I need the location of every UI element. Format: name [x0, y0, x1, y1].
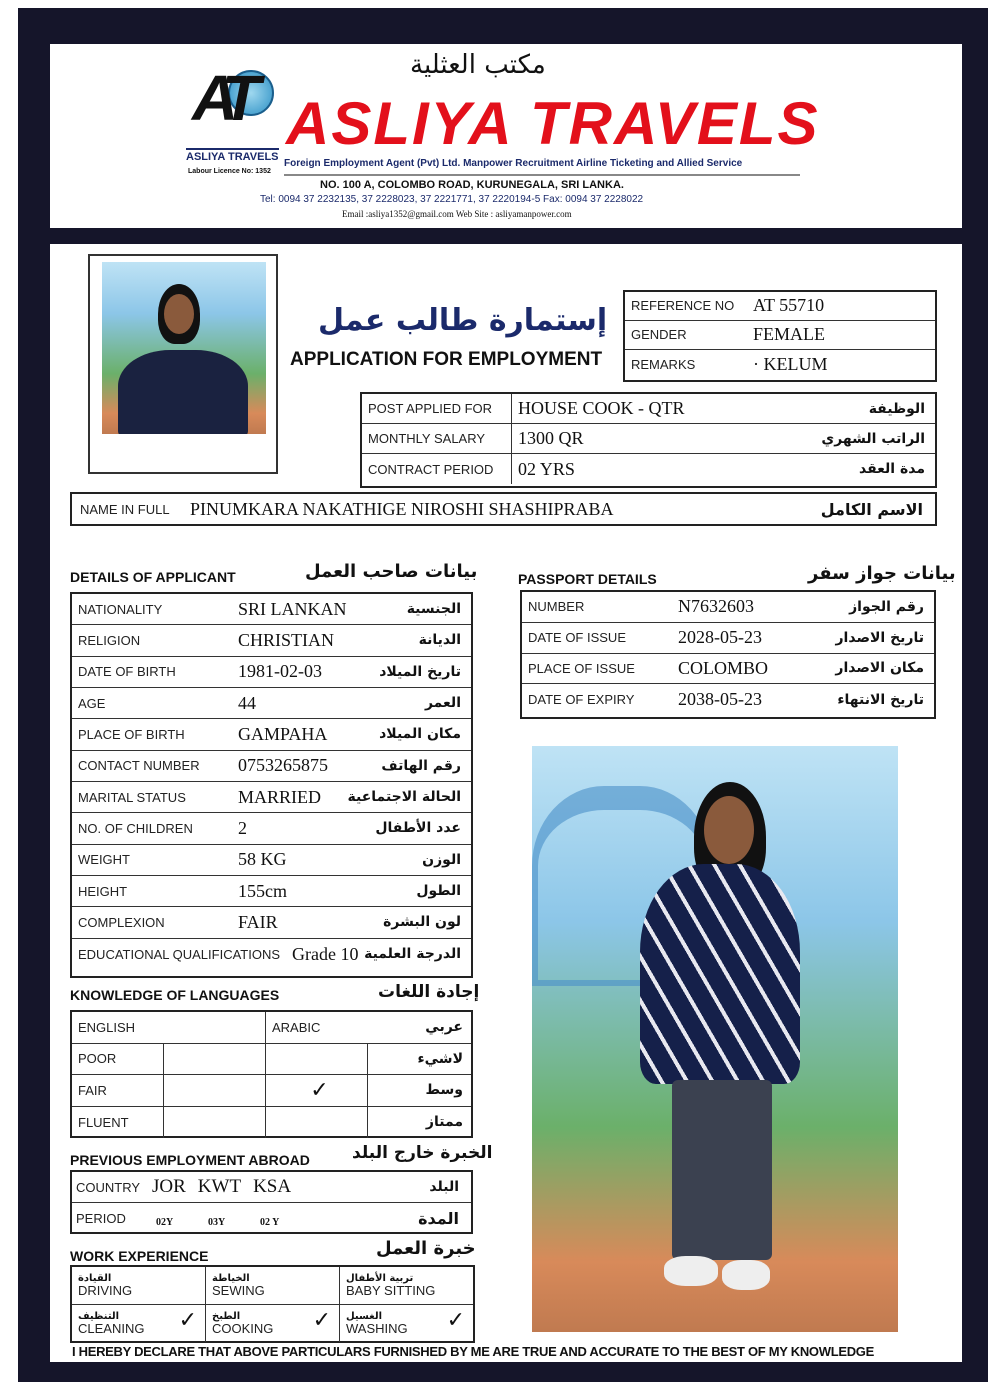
table-row — [362, 394, 935, 424]
table-row — [72, 494, 935, 524]
table-row — [625, 292, 935, 321]
field-value: 58 KG — [238, 849, 287, 870]
english-level-mark — [164, 1075, 266, 1106]
field-label-arabic: الراتب الشهري — [821, 430, 925, 447]
brand-name: ASLIYA TRAVELS — [286, 90, 820, 157]
field-label-arabic: الديانة — [418, 632, 461, 649]
field-label-arabic: الحالة الاجتماعية — [347, 789, 461, 806]
table-row — [72, 1107, 471, 1139]
table-row — [522, 623, 934, 654]
languages-table — [70, 1010, 473, 1138]
table-row — [72, 688, 471, 719]
field-value: CHRISTIAN — [238, 629, 335, 650]
period-value: 02Y — [156, 1217, 174, 1228]
field-value: FAIR — [238, 911, 278, 932]
field-value: Grade 10 — [292, 943, 359, 964]
applicant-section-title: DETAILS OF APPLICANT — [70, 569, 236, 585]
work-experience-title-ar: خبرة العمل — [376, 1238, 476, 1259]
work-experience-table — [70, 1265, 475, 1343]
table-row — [72, 1075, 471, 1107]
work-item-check: ✓ — [178, 1307, 197, 1333]
field-label-arabic: رقم الجواز — [849, 598, 924, 615]
field-label-arabic: عدد الأطفال — [375, 820, 461, 837]
column-english: ENGLISH — [72, 1012, 266, 1043]
work-item — [340, 1267, 473, 1304]
field-label: PERIOD — [76, 1211, 126, 1226]
field-label-arabic: لون البشرة — [383, 914, 461, 931]
field-label-arabic: مكان الميلاد — [379, 726, 461, 743]
applicant-table — [70, 592, 473, 978]
field-label: PLACE OF ISSUE — [528, 660, 635, 676]
table-row — [625, 321, 935, 350]
work-item-label: BABY SITTING — [346, 1282, 436, 1298]
level-label-arabic: وسط — [425, 1082, 463, 1099]
work-item-label: WASHING — [346, 1320, 408, 1336]
field-value: FEMALE — [753, 324, 825, 345]
field-label: HEIGHT — [78, 883, 128, 899]
passport-section-title-ar: بيانات جواز سفر — [808, 563, 956, 584]
field-label: DATE OF BIRTH — [78, 664, 176, 680]
field-label: NAME IN FULL — [80, 501, 170, 517]
field-label-arabic: العمر — [424, 695, 461, 712]
field-label: COMPLEXION — [78, 914, 165, 930]
work-item-label: SEWING — [212, 1282, 265, 1298]
field-label-arabic: الوظيفة — [868, 400, 925, 417]
table-row — [72, 657, 471, 688]
post-table — [360, 392, 937, 488]
form-title: APPLICATION FOR EMPLOYMENT — [290, 349, 603, 370]
work-item-arabic: الغسيل — [346, 1310, 383, 1322]
field-value: 2 — [238, 817, 247, 838]
table-row — [522, 654, 934, 685]
licence-number: Labour Licence No: 1352 — [188, 168, 271, 175]
previous-employment-title-ar: الخبرة خارج البلد — [352, 1143, 493, 1163]
field-value: 1300 QR — [518, 428, 584, 449]
table-row — [522, 592, 934, 623]
passport-table — [520, 590, 936, 719]
work-item-arabic: التنظيف — [78, 1310, 120, 1322]
field-label-arabic: مدة العقد — [858, 461, 925, 478]
field-value: 2038-05-23 — [678, 689, 762, 710]
period-value: 03Y — [208, 1217, 226, 1228]
period-value: 02 Y — [260, 1217, 280, 1228]
applicant-photo-full — [532, 746, 898, 1332]
work-item-label: CLEANING — [78, 1320, 145, 1336]
field-label: MONTHLY SALARY — [362, 424, 512, 453]
table-row — [72, 939, 471, 970]
level-label: POOR — [72, 1044, 164, 1075]
table-row — [72, 625, 471, 656]
work-item-arabic: تربية الأطفال — [346, 1272, 414, 1284]
field-label-arabic: رقم الهاتف — [381, 757, 461, 774]
field-value: AT 55710 — [753, 295, 825, 316]
country-value: JOR — [152, 1176, 186, 1197]
table-row — [72, 845, 471, 876]
field-value: GAMPAHA — [238, 723, 328, 744]
country-value: KSA — [253, 1176, 292, 1197]
field-label: AGE — [78, 695, 106, 711]
field-label: WEIGHT — [78, 852, 130, 868]
english-level-mark — [164, 1107, 266, 1139]
languages-section-title-ar: إجادة اللغات — [378, 982, 480, 1002]
field-label: REFERENCE NO — [631, 298, 735, 314]
field-label: RELIGION — [78, 632, 141, 648]
field-value: 1981-02-03 — [238, 661, 322, 682]
work-item-arabic: القيادة — [78, 1272, 112, 1284]
work-item-check: ✓ — [312, 1307, 331, 1333]
work-item — [206, 1267, 340, 1304]
work-item — [206, 1305, 340, 1343]
work-item — [72, 1305, 206, 1343]
phone-fax: Tel: 0094 37 2232135, 37 2228023, 37 2221771, 37 2220194-5 Fax: 0094 37 2228022 — [260, 194, 644, 205]
field-label: EDUCATIONAL QUALIFICATIONS — [78, 946, 281, 962]
passport-section-title: PASSPORT DETAILS — [518, 571, 657, 587]
field-label-arabic: الطول — [416, 883, 461, 900]
level-label-arabic: ممتاز — [425, 1114, 463, 1131]
field-label: REMARKS — [631, 356, 696, 372]
work-item-label: DRIVING — [78, 1282, 133, 1298]
table-row — [72, 1012, 471, 1044]
table-row — [72, 1203, 471, 1234]
table-row — [72, 1305, 473, 1343]
field-value: N7632603 — [678, 596, 754, 617]
arabic-company-name: مكتب العثلية — [410, 50, 546, 80]
field-label: CONTRACT PERIOD — [362, 454, 512, 484]
field-label: PLACE OF BIRTH — [78, 726, 185, 742]
work-experience-title: WORK EXPERIENCE — [70, 1248, 209, 1264]
field-label: COUNTRY — [76, 1179, 141, 1195]
table-row — [72, 813, 471, 844]
table-row — [522, 684, 934, 715]
work-item-arabic: الطبخ — [212, 1310, 241, 1322]
field-label-arabic: الوزن — [422, 851, 461, 868]
tagline: Foreign Employment Agent (Pvt) Ltd. Manpower Recruitment Airline Ticketing and Allied Service — [284, 158, 743, 169]
table-row — [72, 1267, 473, 1305]
field-value: SRI LANKAN — [238, 598, 347, 619]
logo-text: AT — [192, 62, 249, 134]
field-label: NUMBER — [528, 599, 585, 615]
field-label: DATE OF ISSUE — [528, 630, 626, 646]
languages-section-title: KNOWLEDGE OF LANGUAGES — [70, 987, 280, 1003]
table-row — [72, 782, 471, 813]
table-row — [362, 424, 935, 454]
declaration: I HEREBY DECLARE THAT ABOVE PARTICULARS FURNISHED BY ME ARE TRUE AND ACCURATE TO THE BEST OF MY KNOWLEDGE — [72, 1344, 874, 1359]
field-label-arabic: البلد — [429, 1179, 459, 1195]
applicant-section-title-ar: بيانات صاحب العمل — [305, 561, 478, 582]
field-label-arabic: تاريخ الميلاد — [379, 663, 461, 680]
field-label: POST APPLIED FOR — [362, 394, 512, 423]
full-name-row — [70, 492, 937, 526]
work-item-check: ✓ — [446, 1307, 465, 1333]
reference-table — [623, 290, 937, 382]
field-value: COLOMBO — [678, 657, 769, 678]
field-label-arabic: الجنسية — [406, 601, 461, 618]
field-value: 02 YRS — [518, 458, 575, 479]
table-row — [72, 876, 471, 907]
level-label: FLUENT — [72, 1107, 164, 1139]
table-row — [625, 350, 935, 379]
field-label-arabic: تاريخ الاصدار — [835, 629, 924, 646]
field-value: HOUSE COOK - QTR — [518, 398, 685, 419]
work-item-label: COOKING — [212, 1320, 274, 1336]
field-value: · KELUM — [753, 353, 828, 374]
arabic-level-mark — [266, 1044, 368, 1075]
country-value: KWT — [197, 1176, 242, 1197]
form-title-arabic: إستمارة طالب عمل — [318, 303, 608, 338]
level-label: FAIR — [72, 1075, 164, 1106]
work-item — [340, 1305, 473, 1343]
company-logo — [188, 62, 278, 147]
passport-photo-frame — [88, 254, 278, 474]
email-website: Email :asliya1352@gmail.com Web Site : asliyamanpower.com — [342, 209, 572, 219]
arabic-level-mark — [266, 1107, 368, 1139]
field-label-arabic: مكان الاصدار — [835, 660, 924, 677]
applicant-photo-small — [102, 262, 266, 434]
address: NO. 100 A, COLOMBO ROAD, KURUNEGALA, SRI LANKA. — [320, 179, 624, 191]
table-row — [72, 719, 471, 750]
table-row — [362, 454, 935, 484]
column-arabic-ar: عربي — [425, 1019, 463, 1036]
field-label: NATIONALITY — [78, 601, 163, 617]
table-row — [72, 1044, 471, 1076]
table-row — [72, 1172, 471, 1203]
field-value: 0753265875 — [238, 755, 328, 776]
field-label: GENDER — [631, 327, 687, 343]
letterhead — [50, 44, 962, 228]
field-label-arabic: الاسم الكامل — [820, 499, 923, 519]
logo-caption: ASLIYA TRAVELS — [186, 148, 279, 163]
field-label-arabic: تاريخ الانتهاء — [837, 691, 924, 708]
previous-employment-table — [70, 1170, 473, 1234]
table-row — [72, 907, 471, 938]
field-label: DATE OF EXPIRY — [528, 692, 635, 708]
field-label-arabic: الدرجة العلمية — [364, 946, 461, 963]
level-label-arabic: لاشيء — [417, 1050, 463, 1067]
field-label-arabic: المدة — [418, 1209, 459, 1228]
english-level-mark — [164, 1044, 266, 1075]
field-value: 2028-05-23 — [678, 627, 762, 648]
field-value: 155cm — [238, 880, 287, 901]
field-value: 44 — [238, 692, 256, 713]
column-arabic — [266, 1012, 471, 1043]
field-label: CONTACT NUMBER — [78, 758, 200, 774]
work-item-arabic: الخياطة — [212, 1272, 250, 1284]
field-value: MARRIED — [238, 786, 322, 807]
arabic-level-mark: ✓ — [266, 1075, 368, 1106]
table-row — [72, 594, 471, 625]
field-value: PINUMKARA NAKATHIGE NIROSHI SHASHIPRABA — [190, 498, 614, 519]
previous-employment-title: PREVIOUS EMPLOYMENT ABROAD — [70, 1152, 310, 1168]
field-label: MARITAL STATUS — [78, 789, 186, 805]
table-row — [72, 751, 471, 782]
work-item — [72, 1267, 206, 1304]
column-arabic-label: ARABIC — [272, 1019, 321, 1035]
field-label: NO. OF CHILDREN — [78, 820, 193, 836]
